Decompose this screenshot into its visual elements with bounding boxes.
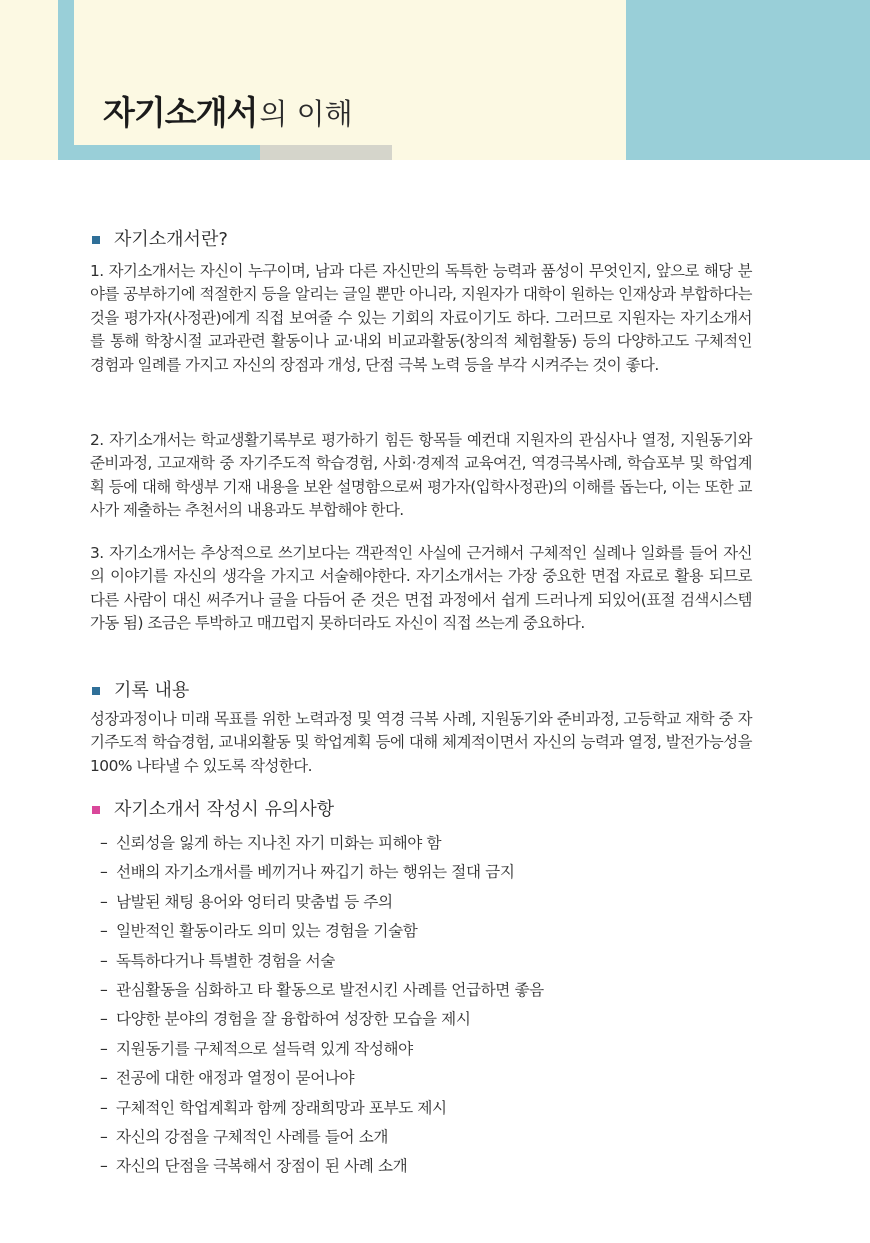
section-heading-what-label: 자기소개서란?: [114, 229, 228, 250]
header-left-stripe: [58, 0, 74, 160]
dash-marker: –: [100, 1010, 108, 1029]
square-bullet-icon: [92, 806, 100, 814]
dash-marker: –: [100, 980, 108, 999]
list-item: – 독특하다거나 특별한 경험을 서술: [100, 951, 335, 970]
page-title-strong: 자기소개서: [103, 93, 258, 132]
list-item: – 일반적인 활동이라도 의미 있는 경험을 기술함: [100, 922, 418, 941]
page-title: [103, 93, 353, 132]
list-item: – 남발된 채팅 용어와 엉터리 맞춤법 등 주의: [100, 892, 393, 911]
section-heading-record-label: 기록 내용: [114, 680, 190, 701]
section-heading-record: [92, 682, 189, 700]
list-item: – 지원동기를 구체적으로 설득력 있게 작성해야: [100, 1039, 413, 1058]
dash-marker: –: [100, 1098, 108, 1117]
square-bullet-icon: [92, 236, 100, 244]
list-item: – 다양한 분야의 경험을 잘 융합하여 성장한 모습을 제시: [100, 1010, 471, 1029]
list-item: – 자신의 단점을 극복해서 장점이 된 사례 소개: [100, 1157, 408, 1176]
header-accent-bar-teal: [58, 145, 260, 160]
dash-marker: –: [100, 951, 108, 970]
list-item: – 구체적인 학업계획과 함께 장래희망과 포부도 제시: [100, 1098, 447, 1117]
paragraph-what-1: 1. 자기소개서는 자신이 누구이며, 남과 다른 자신만의 독특한 능력과 품성이 무엇인지, 앞으로 해당 분야를 공부하기에 적절한지 등을 알리는 글일 뿐만 아니라, 지원자가 대학이 원하는 인재상과 부합하다는 것을 평가자(사정관)에게 직접 보여줄 수 있는 기회의 자료이기도 하다. 그러므로 지원자는 자기소개서를 통해 학창시절 교과관련 활동이나 교·내외 비교과활동(창의적 체험활동) 등의 다양하고도 구체적인 경험과 일례를 가지고 자신의 장점과 개성, 단점 극복 노력 등을 부각 시켜주는 것이 좋다.: [90, 262, 752, 374]
section-heading-what: [92, 231, 228, 249]
section-heading-tips-label: 자기소개서 작성시 유의사항: [114, 799, 335, 820]
list-item: – 신뢰성을 잃게 하는 지나친 자기 미화는 피해야 함: [100, 834, 442, 852]
list-item: – 관심활동을 심화하고 타 활동으로 발전시킨 사례를 언급하면 좋음: [100, 980, 544, 999]
paragraph-what-2: 2. 자기소개서는 학교생활기록부로 평가하기 힘든 항목들 예컨대 지원자의 관심사나 열정, 지원동기와 준비과정, 고교재학 중 자기주도적 학습경험, 사회·경제적 교육여건, 역경극복사례, 학습포부 및 학업계획 등에 대해 학생부 기재 내용을 보완 설명함으로써 평가자(입학사정관)의 이해를 돕는다, 이는 또한 교사가 제출하는 추천서의 내용과도 부합해야 한다.: [90, 431, 752, 520]
dash-marker: –: [100, 1157, 108, 1176]
header-accent-bar-gray: [260, 145, 392, 160]
dash-marker: –: [100, 892, 108, 911]
dash-marker: –: [100, 863, 108, 882]
page-title-rest: 의 이해: [259, 97, 353, 131]
header-right-block: [626, 0, 870, 160]
dash-marker: –: [100, 834, 108, 852]
dash-marker: –: [100, 922, 108, 941]
paragraph-record: 성장과정이나 미래 목표를 위한 노력과정 및 역경 극복 사례, 지원동기와 준비과정, 고등학교 재학 중 자기주도적 학습경험, 교내외활동 및 학업계획 등에 대해 체계적이면서 자신의 능력과 열정, 발전가능성을 100% 나타낼 수 있도록 작성한다.: [90, 710, 752, 775]
section-heading-tips: [92, 801, 334, 819]
paragraph-what-3: 3. 자기소개서는 추상적으로 쓰기보다는 객관적인 사실에 근거해서 구체적인 실례나 일화를 들어 자신의 이야기를 자신의 생각을 가지고 서술해야한다. 자기소개서는 가장 중요한 면접 자료로 활용 되므로 다른 사람이 대신 써주거나 글을 다듬어 준 것은 면접 과정에서 쉽게 드러나게 되있어(표절 검색시스템 가동 됨) 조금은 투박하고 매끄럽지 못하더라도 자신이 직접 쓰는게 중요하다.: [90, 544, 752, 633]
list-item: – 전공에 대한 애정과 열정이 묻어나야: [100, 1069, 355, 1088]
tips-list: [100, 833, 544, 1186]
square-bullet-icon: [92, 687, 100, 695]
list-item: – 자신의 강점을 구체적인 사례를 들어 소개: [100, 1127, 389, 1146]
list-item: – 선배의 자기소개서를 베끼거나 짜깁기 하는 행위는 절대 금지: [100, 863, 515, 882]
dash-marker: –: [100, 1127, 108, 1146]
dash-marker: –: [100, 1069, 108, 1088]
dash-marker: –: [100, 1039, 108, 1058]
